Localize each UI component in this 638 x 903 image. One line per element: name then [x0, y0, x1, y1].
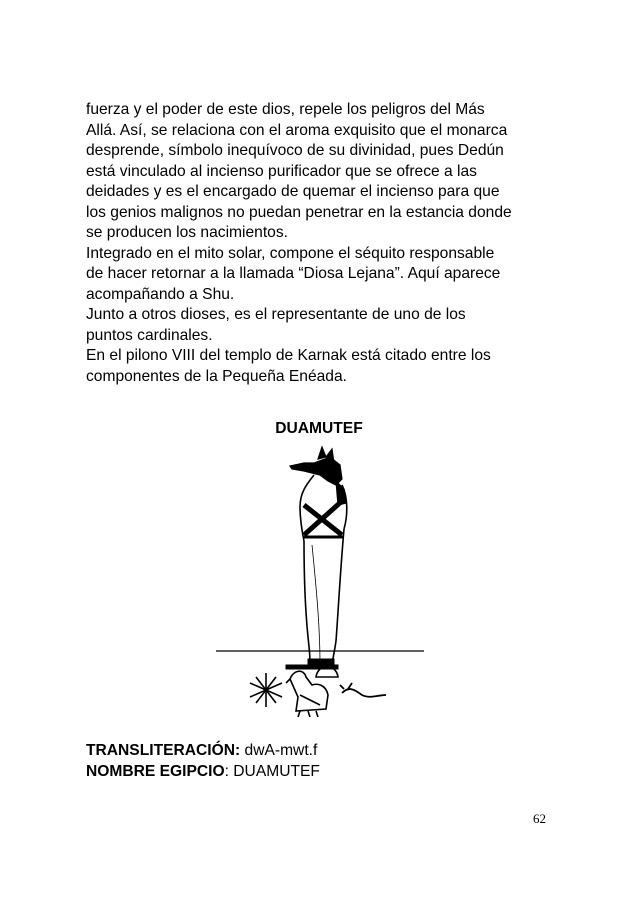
metadata-block — [86, 740, 320, 782]
text-line: fuerza y el poder de este dios, repele los peligros del Más — [86, 101, 485, 118]
text-line: Integrado en el mito solar, compone el séquito responsable — [86, 244, 495, 262]
text-line: puntos cardinales. — [86, 326, 213, 344]
duamutef-figure-illustration — [200, 445, 440, 725]
egyptian-name-row — [86, 761, 320, 782]
jackal-head-icon — [290, 447, 346, 505]
text-line: acompañando a Shu. — [86, 285, 235, 303]
crossed-bands-icon — [304, 501, 344, 537]
text-line: está vinculado al incienso purificador que se ofrece a las — [86, 162, 477, 180]
text-line: En el pilono VIII del templo de Karnak está citado entre los — [86, 347, 491, 364]
egyptian-name-value: : DUAMUTEF — [224, 763, 320, 780]
star-hieroglyph-icon — [250, 673, 282, 707]
egyptian-name-label: NOMBRE EGIPCIO — [86, 763, 225, 780]
section-heading — [0, 420, 638, 438]
text-line: se producen los nacimientos. — [86, 224, 288, 241]
transliteration-row — [86, 740, 320, 761]
transliteration-label: TRANSLITERACIÓN: — [86, 742, 241, 759]
text-line: de hacer retornar a la llamada “Diosa Lejana”. Aquí aparece — [86, 265, 501, 282]
text-line: componentes de la Pequeña Enéada. — [86, 367, 347, 385]
heading-text: DUAMUTEF — [275, 420, 363, 437]
text-line: los genios malignos no puedan penetrar en la estancia donde — [86, 203, 512, 221]
body-paragraph — [86, 100, 566, 387]
vulture-hieroglyph-icon — [286, 671, 328, 717]
horned-viper-hieroglyph-icon — [340, 683, 386, 697]
text-line: Allá. Así, se relaciona con el aroma exquisito que el monarca — [86, 121, 508, 139]
text-line: deidades y es el encargado de quemar el incienso para que — [86, 183, 500, 200]
text-line: desprende, símbolo inequívoco de su divinidad, pues Dedún — [86, 142, 504, 159]
transliteration-value: dwA-mwt.f — [240, 742, 318, 759]
page-number: 62 — [533, 811, 546, 826]
text-line: Junto a otros dioses, es el representante de uno de los — [86, 306, 466, 323]
